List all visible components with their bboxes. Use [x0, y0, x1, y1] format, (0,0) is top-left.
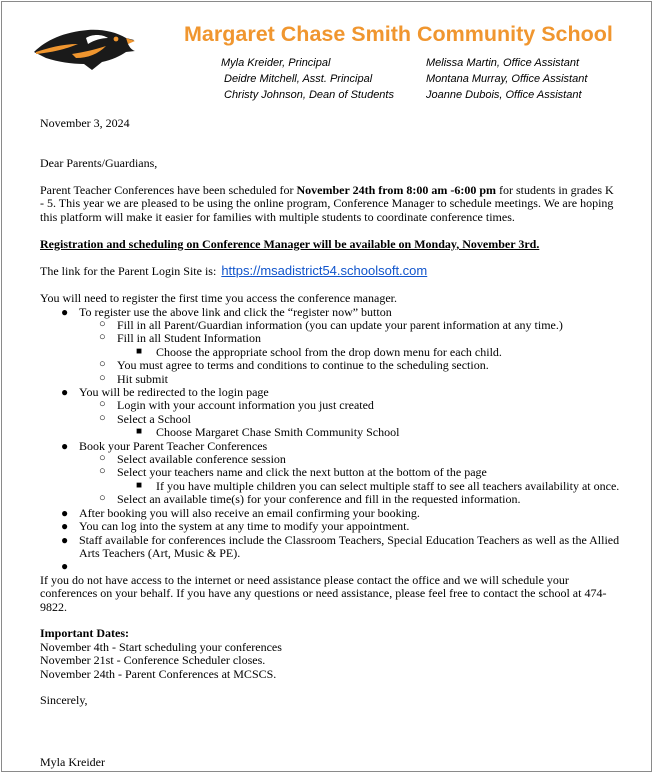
list-item	[40, 346, 620, 359]
circle-bullet-icon: ○	[99, 371, 106, 384]
intro-text: Parent Teacher Conferences have been scheduled for	[40, 182, 297, 197]
important-date: November 24th - Parent Conferences at MCSCS.	[40, 666, 277, 681]
bullet-icon: ●	[61, 519, 69, 534]
parent-login-link[interactable]: https://msadistrict54.schoolsoft.com	[221, 263, 428, 279]
list-item-text: Login with your account information you just created	[117, 398, 374, 413]
staff-list-left	[221, 55, 394, 103]
list-item-text: After booking you will also receive an email confirming your booking.	[79, 505, 420, 520]
bullet-icon: ●	[61, 438, 69, 453]
list-item-text: You will be redirected to the login page	[79, 385, 269, 400]
list-item-text: Select available conference session	[117, 452, 286, 467]
staff-member: Melissa Martin, Office Assistant	[426, 57, 580, 69]
intro-text-cont: for students in grades K - 5. This year we are pleased to be using the online program, Conference Manager to schedule meetings. We are hoping this platform will make it easier for families with multiple students to coordinate conference times.	[40, 182, 614, 224]
list-item	[40, 413, 620, 426]
important-dates-heading: Important Dates:	[40, 626, 129, 641]
list-item	[40, 386, 620, 399]
list-item-text: You must agree to terms and conditions to continue to the scheduling section.	[117, 358, 489, 373]
bullet-icon: ●	[61, 532, 69, 547]
staff-member: Joanne Dubois, Office Assistant	[426, 89, 582, 101]
staff-member: Deidre Mitchell, Asst. Principal	[224, 73, 373, 85]
assistance-paragraph: If you do not have access to the internet or need assistance please contact the office and we will schedule your conferences on your behalf. If you have any questions or need assistance, please feel free to contact the school at 474-9822.	[40, 572, 607, 614]
list-item-text: Fill in all Student Information	[117, 331, 261, 346]
important-date: November 21st - Conference Scheduler closes.	[40, 653, 266, 668]
list-item	[40, 520, 620, 533]
staff-member: Montana Murray, Office Assistant	[426, 73, 588, 85]
circle-bullet-icon: ○	[99, 358, 106, 371]
list-item-text: You can log into the system at any time to modify your appointment.	[79, 519, 410, 534]
closing: Sincerely,	[40, 693, 88, 708]
list-item	[40, 399, 620, 412]
list-item-text: If you have multiple children you can select multiple staff to see all teachers availability at once.	[156, 478, 620, 493]
list-item-text: Book your Parent Teacher Conferences	[79, 438, 268, 453]
staff-member: Christy Johnson, Dean of Students	[224, 89, 394, 101]
circle-bullet-icon: ○	[99, 492, 106, 505]
list-item	[40, 453, 620, 466]
bullet-icon: ●	[61, 505, 69, 520]
list-item	[40, 534, 620, 561]
staff-member: Myla Kreider, Principal	[221, 57, 331, 69]
circle-bullet-icon: ○	[99, 398, 106, 411]
list-item-text: Fill in all Parent/Guardian information (you can update your parent information at any time.)	[117, 318, 563, 332]
list-item-text: Hit submit	[117, 371, 169, 386]
register-intro: You will need to register the first time you access the conference manager.	[40, 291, 397, 306]
hawk-logo-icon	[32, 24, 136, 72]
letter-page	[1, 1, 652, 772]
list-item-text: To register use the above link and click the “register now” button	[79, 304, 392, 319]
list-item	[40, 493, 620, 506]
signature-name: Myla Kreider	[40, 754, 105, 769]
circle-bullet-icon: ○	[99, 452, 106, 465]
registration-notice: Registration and scheduling on Conference Manager will be available on Monday, November 3rd.	[40, 236, 540, 251]
bullet-icon: ●	[61, 385, 69, 400]
school-name: Margaret Chase Smith Community School	[184, 22, 613, 46]
letter-body	[40, 117, 620, 769]
circle-bullet-icon: ○	[99, 318, 106, 330]
list-item-text: Choose Margaret Chase Smith Community School	[156, 425, 400, 440]
letter-date: November 3, 2024	[40, 116, 130, 130]
list-item	[40, 319, 620, 332]
link-line	[40, 264, 620, 278]
list-item-text: Choose the appropriate school from the drop down menu for each child.	[156, 344, 502, 359]
circle-bullet-icon: ○	[99, 411, 106, 424]
circle-bullet-icon: ○	[99, 465, 106, 478]
empty-list-item	[40, 560, 620, 573]
bullet-icon: ●	[61, 559, 69, 574]
circle-bullet-icon: ○	[99, 331, 106, 344]
intro-paragraph	[40, 184, 620, 224]
steps-list	[40, 306, 620, 574]
list-item	[40, 466, 620, 479]
square-bullet-icon: ■	[136, 479, 143, 491]
list-item-text: Select a School	[117, 411, 191, 426]
important-dates-title	[40, 627, 620, 640]
bullet-icon: ●	[61, 304, 69, 319]
list-item-text: Staff available for conferences include the Classroom Teachers, Special Education Teachers as well as the Allied Arts Teachers (Art, Music & PE).	[79, 532, 620, 560]
list-item	[40, 373, 620, 386]
list-item	[40, 306, 620, 319]
list-item	[40, 507, 620, 520]
list-item	[40, 359, 620, 372]
list-item	[40, 440, 620, 453]
salutation: Dear Parents/Guardians,	[40, 156, 158, 171]
list-item	[40, 480, 620, 493]
intro-date-time: November 24th from 8:00 am -6:00 pm	[296, 182, 497, 197]
link-label: The link for the Parent Login Site is:	[40, 264, 217, 279]
square-bullet-icon: ■	[136, 426, 143, 438]
square-bullet-icon: ■	[136, 345, 143, 357]
list-item	[40, 426, 620, 439]
important-date: November 4th - Start scheduling your conferences	[40, 639, 282, 654]
list-item-text: Select your teachers name and click the next button at the bottom of the page	[117, 465, 487, 480]
staff-list-right	[426, 55, 587, 103]
list-item	[40, 332, 620, 345]
list-item-text: Select an available time(s) for your conference and fill in the requested information.	[117, 492, 521, 507]
